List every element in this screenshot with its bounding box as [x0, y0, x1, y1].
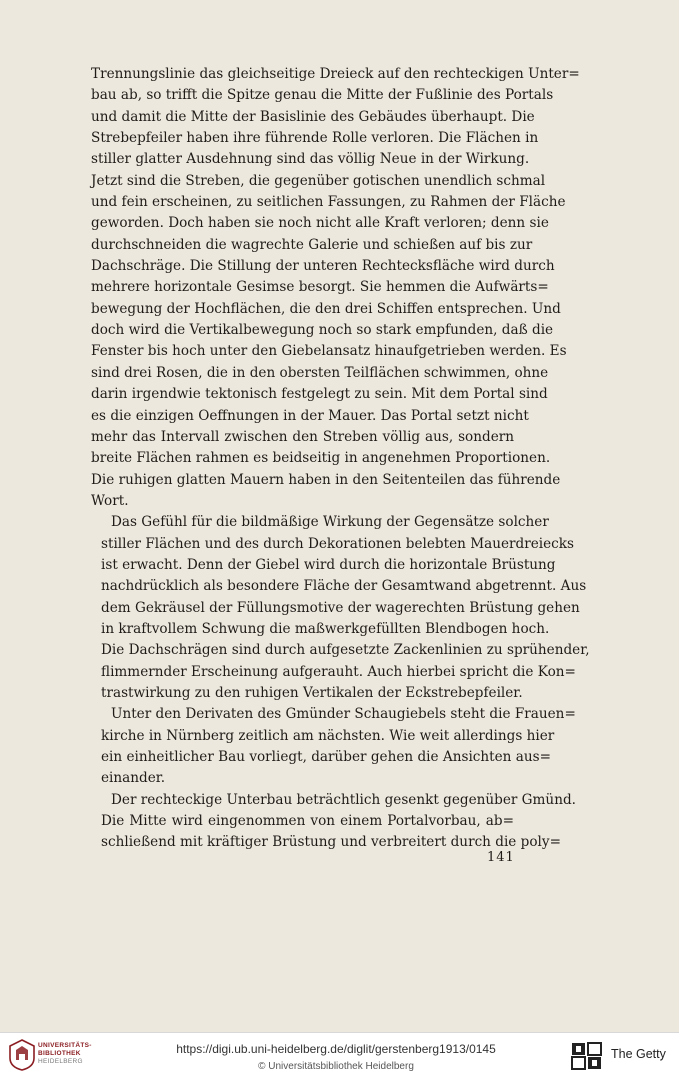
partner-name: The Getty: [611, 1047, 666, 1061]
text-line: Wort.: [91, 492, 129, 509]
text-line: schließend mit kräftiger Brüstung und verbreitert durch die poly=: [101, 834, 561, 851]
text-line: Jetzt sind die Streben, die gegenüber gotischen unendlich schmal: [91, 172, 546, 189]
text-line: mehrere horizontale Gesimse besorgt. Sie hemmen die Aufwärts=: [91, 279, 549, 296]
text-line: Dachschräge. Die Stillung der unteren Rechtecksfläche wird durch: [91, 258, 555, 275]
text-line: bau ab, so trifft die Spitze genau die Mitte der Fußlinie des Portals: [91, 87, 554, 104]
text-line: darin irgendwie tektonisch festgelegt zu sein. Mit dem Portal sind: [91, 386, 548, 403]
text-line: geworden. Doch haben sie noch nicht alle Kraft verloren; denn sie: [91, 215, 549, 232]
viewer-footer: [0, 1032, 679, 1079]
text-line: und damit die Mitte der Basislinie des Gebäudes überhaupt. Die: [91, 108, 535, 125]
text-line: in kraftvollem Schwung die maßwerkgefüllten Blendbogen hoch.: [101, 620, 550, 637]
paragraph: [91, 64, 580, 512]
library-name: [38, 1042, 108, 1066]
heidelberg-seal-icon: [8, 1038, 36, 1072]
text-line: mehr das Intervall zwischen den Streben völlig aus, sondern: [91, 428, 514, 445]
body-text: [91, 64, 590, 854]
text-line: Die ruhigen glatten Mauern haben in den Seitenteilen das führende: [91, 471, 561, 488]
getty-logo-icon: [571, 1042, 603, 1070]
text-line: nachdrücklich als besondere Fläche der Gesamtwand abgetrennt. Aus: [101, 578, 587, 595]
text-line: breite Flächen rahmen es beidseitig in angenehmen Proportionen.: [91, 450, 551, 467]
text-line: Die Dachschrägen sind durch aufgesetzte Zackenlinien zu sprühender,: [101, 642, 590, 659]
copyright-notice: © Universitätsbibliothek Heidelberg: [258, 1061, 414, 1072]
text-line: Das Gefühl für die bildmäßige Wirkung der Gegensätze solcher: [111, 514, 549, 531]
text-line: flimmernder Erscheinung aufgerauht. Auch hierbei spricht die Kon=: [101, 663, 576, 680]
text-line: Strebepfeiler haben ihre führende Rolle verloren. Die Flächen in: [91, 130, 539, 147]
text-line: stiller Flächen und des durch Dekorationen belebten Mauerdreiecks: [101, 535, 574, 552]
text-line: sind drei Rosen, die in den obersten Teilflächen schwimmen, ohne: [91, 364, 549, 381]
library-name-line1: UNIVERSITÄTS-: [38, 1042, 92, 1049]
library-name-line2: BIBLIOTHEK: [38, 1050, 81, 1057]
text-line: und fein erscheinen, zu seitlichen Fassungen, zu Rahmen der Fläche: [91, 194, 566, 211]
paragraph: [91, 512, 590, 704]
text-line: Unter den Derivaten des Gmünder Schaugiebels steht die Frauen=: [111, 706, 576, 723]
library-name-line3: HEIDELBERG: [38, 1058, 83, 1065]
text-line: Der rechteckige Unterbau beträchtlich gesenkt gegenüber Gmünd.: [111, 791, 576, 808]
text-line: Trennungslinie das gleichseitige Dreieck auf den rechteckigen Unter=: [91, 66, 580, 82]
text-line: stiller glatter Ausdehnung sind das völlig Neue in der Wirkung.: [91, 151, 530, 168]
text-line: durchschneiden die wagrechte Galerie und schießen auf bis zur: [91, 236, 533, 253]
text-line: es die einzigen Oeffnungen in der Mauer. Das Portal setzt nicht: [91, 407, 529, 424]
text-line: Fenster bis hoch unter den Giebelansatz hinaufgetrieben werden. Es: [91, 343, 567, 360]
text-line: ein einheitlicher Bau vorliegt, darüber gehen die Ansichten aus=: [101, 749, 551, 765]
text-line: kirche in Nürnberg zeitlich am nächsten. Wie weit allerdings hier: [101, 727, 555, 744]
permalink-url[interactable]: https://digi.ub.uni-heidelberg.de/diglit/gerstenberg1913/0145: [176, 1042, 496, 1056]
text-line: ist erwacht. Denn der Giebel wird durch die horizontale Brüstung: [101, 556, 556, 573]
text-line: Die Mitte wird eingenommen von einem Portalvorbau, ab=: [101, 813, 514, 830]
text-line: dem Gekräusel der Füllungsmotive der wagerechten Brüstung gehen: [101, 599, 580, 616]
text-line: trastwirkung zu den ruhigen Vertikalen der Eckstrebepfeiler.: [101, 684, 523, 701]
text-line: doch wird die Vertikalbewegung noch so stark empfunden, daß die: [91, 322, 554, 339]
text-line: einander.: [101, 770, 166, 787]
paragraph: [91, 790, 576, 854]
text-line: bewegung der Hochflächen, die den drei Schiffen entsprechen. Und: [91, 300, 561, 317]
paragraph: [91, 704, 576, 789]
page-number: 141: [487, 850, 515, 865]
